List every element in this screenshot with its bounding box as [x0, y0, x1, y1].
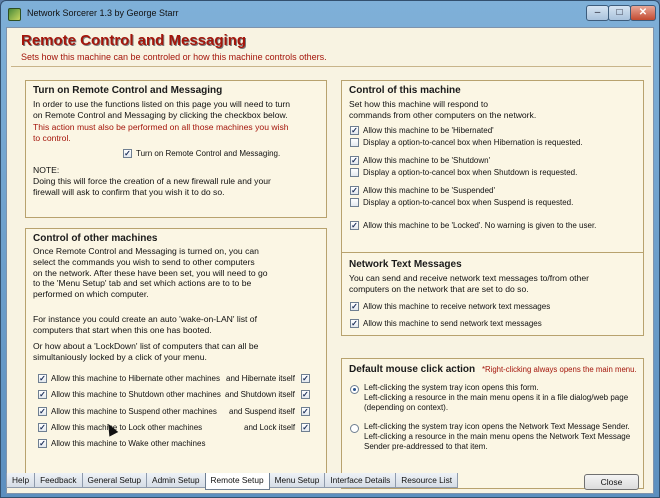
- group-title: Control of this machine: [349, 85, 461, 96]
- allow-hibernated-checkbox[interactable]: ✓ Allow this machine to be 'Hibernated': [351, 126, 494, 135]
- turn-on-warning: This action must also be performed on all those machines you wish to control.: [33, 122, 289, 143]
- tab-admin-setup[interactable]: Admin Setup: [146, 473, 206, 488]
- shutdown-itself-checkbox[interactable]: and Shutdown itself ✓: [225, 390, 309, 399]
- send-messages-checkbox[interactable]: ✓ Allow this machine to send network text messages: [351, 319, 542, 328]
- tab-feedback[interactable]: Feedback: [34, 473, 82, 488]
- suspend-others-checkbox[interactable]: ✓ Allow this machine to Suspend other machines: [39, 407, 217, 416]
- control-others-lockdown: Or how about a 'LockDown' list of computers that can all be simultaniously locked by a click of your menu.: [33, 341, 259, 362]
- turn-on-note: NOTE: Doing this will force the creation of a new firewall rule and your firewall will ask to confirm that you wish it to do so.: [33, 165, 271, 197]
- tab-menu-setup[interactable]: Menu Setup: [269, 473, 326, 488]
- checkbox[interactable]: ✓: [124, 149, 131, 158]
- allow-suspended-checkbox[interactable]: ✓ Allow this machine to be 'Suspended': [351, 186, 496, 195]
- control-this-group: [341, 80, 644, 263]
- window-title: Network Sorcerer 1.3 by George Starr: [27, 8, 179, 18]
- maximize-button[interactable]: □: [608, 5, 631, 21]
- shutdown-cancel-box-checkbox[interactable]: Display a option-to-cancel box when Shutdown is requested.: [350, 167, 577, 178]
- lock-itself-checkbox[interactable]: and Lock itself ✓: [244, 423, 309, 432]
- remote-control-checkbox[interactable]: ✓ Turn on Remote Control and Messaging.: [124, 149, 281, 158]
- hibernate-itself-checkbox[interactable]: and Hibernate itself ✓: [226, 374, 309, 383]
- radio-open-sender-label: Left-clicking the system tray icon opens the Network Text Message Sender. Left-clicking a resource in the main menu opens the Network Text Message Sender pre-addressed to that item.: [364, 422, 631, 451]
- tab-help[interactable]: Help: [6, 473, 35, 488]
- radio-button[interactable]: [350, 424, 359, 433]
- radio-open-form-label: Left-clicking the system tray icon opens this form. Left-clicking a resource in the main menu opens it in a file dialog/web page (depending on context).: [364, 383, 629, 412]
- control-this-desc: Set how this machine will respond to commands from other computers on the network.: [349, 99, 537, 120]
- close-button[interactable]: Close: [584, 474, 639, 490]
- lock-others-checkbox[interactable]: ✓ Allow this machine to Lock other machines: [39, 423, 203, 432]
- mouse-action-group: [341, 358, 644, 489]
- minimize-button[interactable]: –: [586, 5, 609, 21]
- radio-open-form[interactable]: [350, 384, 363, 395]
- group-title: Default mouse click action *Right-clicking always opens the main menu.: [349, 364, 637, 375]
- allow-shutdown-checkbox[interactable]: ✓ Allow this machine to be 'Shutdown': [351, 156, 491, 165]
- tab-interface-details[interactable]: Interface Details: [324, 473, 396, 488]
- group-title: Turn on Remote Control and Messaging: [33, 85, 223, 96]
- control-others-example: For instance you could create an auto 'wake-on-LAN' list of computers that start when this one has booted.: [33, 314, 257, 335]
- client-area: [6, 27, 654, 494]
- tab-resource-list[interactable]: Resource List: [395, 473, 458, 488]
- page-subtitle: Sets how this machine can be controled or how this machine controls others.: [21, 52, 327, 62]
- divider: [11, 66, 651, 67]
- text-messages-desc: You can send and receive network text messages to/from other computers on the network that are set to do so.: [349, 273, 589, 294]
- page-title: Remote Control and Messaging: [21, 32, 247, 49]
- turn-on-intro: In order to use the functions listed on this page you will need to turn on Remote Control and Messaging by clicking the checkbox below.: [33, 99, 291, 120]
- close-window-button[interactable]: ✕: [630, 5, 656, 21]
- title-bar[interactable]: [1, 1, 659, 27]
- turn-on-group: [25, 80, 327, 218]
- shutdown-others-checkbox[interactable]: ✓ Allow this machine to Shutdown other machines: [39, 390, 221, 399]
- group-title: Network Text Messages: [349, 259, 462, 270]
- control-others-intro: Once Remote Control and Messaging is turned on, you can select the commands you wish to send to other computers on the network. After these have been set, you will need to go to the 'Menu Setup' tab and set which actions are to to be performed on which computer.: [33, 246, 268, 300]
- allow-locked-checkbox[interactable]: ✓ Allow this machine to be 'Locked'. No warning is given to the user.: [351, 221, 597, 230]
- tab-general-setup[interactable]: General Setup: [82, 473, 148, 488]
- hibernate-others-checkbox[interactable]: ✓ Allow this machine to Hibernate other machines: [39, 374, 220, 383]
- text-messages-group: [341, 252, 644, 336]
- control-others-group: [25, 228, 327, 487]
- radio-button[interactable]: [350, 385, 359, 394]
- tab-bar: [6, 473, 457, 489]
- group-title: Control of other machines: [33, 233, 158, 244]
- suspend-itself-checkbox[interactable]: and Suspend itself ✓: [229, 407, 309, 416]
- suspend-cancel-box-checkbox[interactable]: Display a option-to-cancel box when Suspend is requested.: [350, 197, 573, 208]
- mouse-action-hint: *Right-clicking always opens the main menu.: [481, 365, 637, 374]
- app-icon: [8, 8, 21, 21]
- radio-open-sender[interactable]: [350, 423, 363, 434]
- hibernate-cancel-box-checkbox[interactable]: Display a option-to-cancel box when Hibernation is requested.: [350, 137, 583, 148]
- wake-others-checkbox[interactable]: ✓ Allow this machine to Wake other machines: [39, 439, 206, 448]
- receive-messages-checkbox[interactable]: ✓ Allow this machine to receive network text messages: [351, 302, 551, 311]
- tab-remote-setup[interactable]: Remote Setup: [205, 473, 270, 490]
